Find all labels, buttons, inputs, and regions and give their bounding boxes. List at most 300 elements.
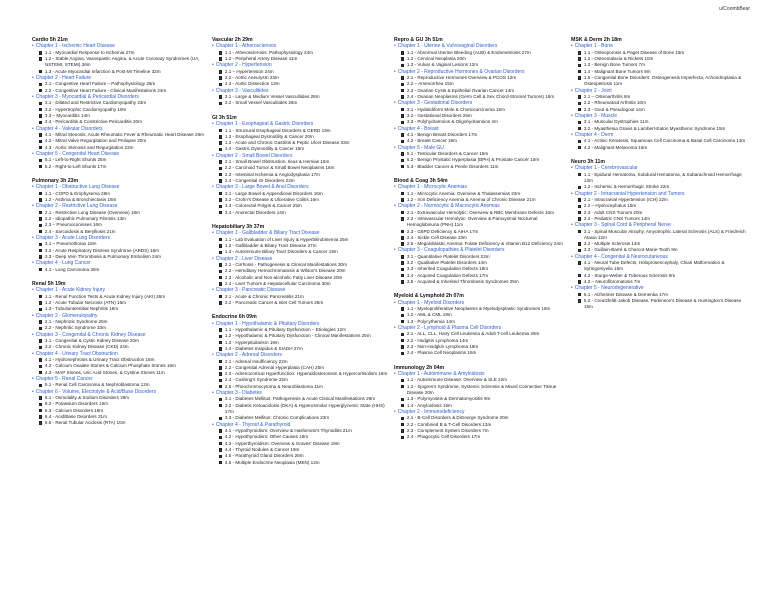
- chapter-link[interactable]: • Chapter 5 - Neurodegenerative: [571, 285, 746, 291]
- lesson-label: 1.1 - Osteoporosis & Paget Disease of Bone 15m: [583, 49, 685, 55]
- lesson-label: 2.3 - Ovarian Cysts & Epithelial Ovarian Cancer 14m: [406, 87, 515, 93]
- lesson-item: [578, 229, 746, 242]
- checkbox-icon[interactable]: [219, 448, 222, 451]
- chapter-link[interactable]: • Chapter 2 - Heart Failure: [32, 75, 206, 81]
- lesson-item: [219, 460, 388, 466]
- checkbox-icon[interactable]: [401, 417, 404, 420]
- checkbox-icon[interactable]: [401, 165, 404, 168]
- checkbox-icon[interactable]: [219, 76, 222, 79]
- chapter-link[interactable]: • Chapter 1 - Myeloid Disorders: [394, 300, 565, 306]
- checkbox-icon[interactable]: [39, 255, 42, 258]
- lesson-item: [401, 119, 565, 125]
- lesson-label: 2.4 - Pediatric CNS Tumors 14m: [583, 215, 651, 221]
- checkbox-icon[interactable]: [39, 146, 42, 149]
- checkbox-icon[interactable]: [219, 442, 222, 445]
- checkbox-icon[interactable]: [401, 398, 404, 401]
- checkbox-icon[interactable]: [39, 51, 42, 54]
- checkbox-icon[interactable]: [401, 108, 404, 111]
- checkbox-icon[interactable]: [219, 148, 222, 151]
- lesson-label: 4.2 - Malignant Melanoma 15m: [583, 144, 648, 150]
- checkbox-icon[interactable]: [39, 403, 42, 406]
- chapter-link[interactable]: • Chapter 4 - Derm: [571, 132, 746, 138]
- checkbox-icon[interactable]: [401, 333, 404, 336]
- checkbox-icon[interactable]: [401, 230, 404, 233]
- checkbox-icon[interactable]: [578, 76, 581, 79]
- checkbox-icon[interactable]: [578, 211, 581, 214]
- system-section: [212, 314, 388, 466]
- checkbox-icon[interactable]: [39, 102, 42, 105]
- chapter-link[interactable]: • Chapter 1 - Uterine & Vulvovaginal Disorders: [394, 43, 565, 49]
- checkbox-icon[interactable]: [219, 167, 222, 170]
- system-title: MSK & Derm 2h 18m: [571, 37, 622, 43]
- chapter-link[interactable]: • Chapter 2 - Glomerulopathy: [32, 313, 206, 319]
- lesson-label: 1.3 - Autoimmune Biliary Tract Disorders & Cancer 19m: [224, 249, 338, 255]
- checkbox-icon[interactable]: [578, 230, 581, 233]
- lesson-label: 1.1 - Myocardial Response to Ischemia 27m: [44, 49, 135, 55]
- checkbox-icon[interactable]: [578, 108, 581, 111]
- lesson-label: 3.1 – Pneumothorax 18m: [44, 241, 97, 247]
- chapter-link[interactable]: • Chapter 3 - Muscle: [571, 113, 746, 119]
- system-section: [394, 37, 565, 170]
- system-title: Immunology 2h 04m: [394, 364, 445, 371]
- checkbox-icon[interactable]: [39, 301, 42, 304]
- checkbox-icon[interactable]: [401, 121, 404, 124]
- lesson-label: 3.4 - Pericarditis & Constrictive Pericarditis 20m: [44, 119, 142, 125]
- checkbox-icon[interactable]: [219, 251, 222, 254]
- system-title: Pulmonary 3h 23m: [32, 177, 79, 184]
- lesson-label: 4.1 - Benign Breast Disorders 17m: [406, 132, 478, 137]
- checkbox-icon[interactable]: [219, 335, 222, 338]
- checkbox-icon[interactable]: [219, 436, 222, 439]
- chapter-link[interactable]: • Chapter 3 - Acute Lung Disorders: [32, 235, 206, 241]
- checkbox-icon[interactable]: [39, 224, 42, 227]
- lesson-item: [39, 306, 206, 312]
- chapter-link[interactable]: • Chapter 3 - Congenital & Chronic Kidney Disease: [32, 332, 206, 338]
- checkbox-icon[interactable]: [39, 89, 42, 92]
- lesson-label: 6.5 - Renal Tubular Acidosis (RTA) 10m: [44, 420, 126, 426]
- lesson-label: 2.2 - Congestive Heart Failure - Clinical Manifestations 24m: [44, 87, 167, 93]
- checkbox-icon[interactable]: [578, 249, 581, 252]
- lesson-label: 2.3 - G6PD Deficiency & AIHA 17m: [406, 228, 479, 234]
- checkbox-icon[interactable]: [578, 217, 581, 220]
- checkbox-icon[interactable]: [219, 385, 222, 388]
- checkbox-icon[interactable]: [401, 423, 404, 426]
- checkbox-icon[interactable]: [401, 261, 404, 264]
- chapter-link[interactable]: • Chapter 1 - Hypothalamic & Pituitary Disorders: [212, 321, 388, 327]
- checkbox-icon[interactable]: [401, 114, 404, 117]
- lesson-label: 3.3 – Myocarditis 14m: [44, 113, 90, 118]
- column-1: [32, 37, 212, 474]
- lesson-item: [219, 415, 388, 421]
- lesson-label: 2.1 - ALL, CLL, Hairy Cell Leukemia & Adult T-cell Leukemia 28m: [406, 331, 540, 337]
- lesson-label: 4.2 - Hypothyroidism: Other Causes 18m: [224, 434, 309, 440]
- lesson-item: [39, 229, 206, 235]
- lesson-label: 4.2 - Mitral Valve Regurgitation and Prolapse 20m: [44, 138, 147, 144]
- chapter-link[interactable]: • Chapter 3 - Large Bowel & Anal Disorders: [212, 184, 388, 190]
- checkbox-icon[interactable]: [219, 95, 222, 98]
- lesson-label: 3.1 - Congenital & Cystic Kidney Disease 20m: [44, 338, 139, 343]
- lesson-label: 5.2 - Creutzfeldt-Jakob Disease, Parkinson's Disease & Huntington's Disease 15m: [583, 298, 742, 310]
- checkbox-icon[interactable]: [401, 320, 404, 323]
- chapter-link[interactable]: • Chapter 2 - Liver Disease: [212, 256, 388, 262]
- checkbox-icon[interactable]: [401, 51, 404, 54]
- checkbox-icon[interactable]: [401, 95, 404, 98]
- lesson-item: [219, 146, 388, 152]
- checkbox-icon[interactable]: [219, 404, 222, 407]
- checkbox-icon[interactable]: [39, 339, 42, 342]
- chapter-link[interactable]: • Chapter 2 - Hypertension: [212, 62, 388, 68]
- checkbox-icon[interactable]: [401, 242, 404, 245]
- checkbox-icon[interactable]: [401, 280, 404, 283]
- checkbox-icon[interactable]: [219, 57, 222, 60]
- checkbox-icon[interactable]: [401, 83, 404, 86]
- lesson-label: 3.5 - Acquired & Inherited Thrombosis Syndromes 25m: [406, 279, 519, 285]
- chapter-link[interactable]: • Chapter 4 - Breast: [394, 126, 565, 132]
- lesson-label: 1.2 - Stable Angina, Vasospastic Angina, & Acute Coronary Syndromes (UA, NSTEMI, STEMI) 36m: [44, 56, 200, 68]
- checkbox-icon[interactable]: [401, 352, 404, 355]
- chapter-link[interactable]: • Chapter 2 - Restrictive Lung Disease: [32, 203, 206, 209]
- checkbox-icon[interactable]: [578, 102, 581, 105]
- checkbox-icon[interactable]: [578, 274, 581, 277]
- checkbox-icon[interactable]: [219, 263, 222, 266]
- checkbox-icon[interactable]: [578, 293, 581, 296]
- checkbox-icon[interactable]: [39, 217, 42, 220]
- lesson-label: 1.2 - Hypothalamic & Pituitary Dysfunction - Clinical Manifestations 25m: [224, 333, 371, 339]
- checkbox-icon[interactable]: [219, 160, 222, 163]
- checkbox-icon[interactable]: [219, 238, 222, 241]
- lesson-label: 2.5 - Megaloblastic Anemia: Folate Deficiency & Vitamin B12 Deficiency 24m: [406, 241, 563, 247]
- checkbox-icon[interactable]: [39, 409, 42, 412]
- lesson-item: [39, 267, 206, 273]
- lesson-label: 3.2 - Crohn's Disease & Ulcerative Colitis 16m: [224, 197, 319, 202]
- chapter-link[interactable]: • Chapter 3 - Spinal Cord & Peripheral Nerve: [571, 222, 746, 228]
- checkbox-icon[interactable]: [219, 372, 222, 375]
- chapter-link[interactable]: • Chapter 5 - Congenital Heart Disease: [32, 151, 206, 157]
- lesson-item: [578, 260, 746, 273]
- checkbox-icon[interactable]: [578, 140, 581, 143]
- checkbox-icon[interactable]: [401, 211, 404, 214]
- lesson-label: 2.2 – Hydrocephalus 15m: [583, 203, 637, 209]
- checkbox-icon[interactable]: [219, 366, 222, 369]
- checkbox-icon[interactable]: [401, 429, 404, 432]
- checkbox-icon[interactable]: [401, 140, 404, 143]
- chapter-link[interactable]: • Chapter 1 - Bone: [571, 43, 746, 49]
- chapter-link[interactable]: • Chapter 4 - Urinary Tract Obstruction: [32, 351, 206, 357]
- checkbox-icon[interactable]: [219, 295, 222, 298]
- lesson-label: 2.1 - Congestive Heart Failure – Pathophysiology 26m: [44, 81, 156, 87]
- lesson-label: 1.1 - Abnormal Uterine Bleeding (AUB) & Endometriosis 27m: [406, 49, 531, 55]
- lesson-item: [401, 279, 565, 285]
- lesson-label: 4.1 - Hypothyroidism: Overview & Hashimoto's Thyroiditis 21m: [224, 428, 352, 434]
- lesson-label: 1.1 - Microcytic Anemia: Overview & Thalassemias 23m: [406, 190, 521, 196]
- checkbox-icon[interactable]: [39, 421, 42, 424]
- lesson-label: 1.1 - Structural Esophageal Disorders & GERD 19m: [224, 127, 331, 133]
- lesson-label: 3.2 - Small Vessel Vasculitides 26m: [224, 100, 298, 106]
- checkbox-icon[interactable]: [401, 436, 404, 439]
- checkbox-icon[interactable]: [39, 83, 42, 86]
- lesson-item: [401, 350, 565, 356]
- checkbox-icon[interactable]: [219, 141, 222, 144]
- chapter-link[interactable]: • Chapter 1 - Cerebrovascular: [571, 165, 746, 171]
- chapter-link[interactable]: • Chapter 4 - Congenital & Neurocutaneous: [571, 254, 746, 260]
- checkbox-icon[interactable]: [39, 249, 42, 252]
- checkbox-icon[interactable]: [39, 121, 42, 124]
- chapter-link[interactable]: • Chapter 1 - Obstructive Lung Disease: [32, 184, 206, 190]
- checkbox-icon[interactable]: [401, 255, 404, 258]
- checkbox-icon[interactable]: [578, 70, 581, 73]
- checkbox-icon[interactable]: [219, 129, 222, 132]
- lesson-label: 1.1 - Atherosclerosis: Pathophysiology 24m: [224, 49, 313, 55]
- lesson-item: [401, 216, 565, 229]
- lesson-label: 2.2 - Carcinoid Tumor & Small Bowel Neoplasms 16m: [224, 165, 335, 171]
- lesson-label: 2.3 - Intestinal Ischemia & Angiodysplasia 17m: [224, 171, 320, 177]
- checkbox-icon[interactable]: [401, 345, 404, 348]
- checkbox-icon[interactable]: [578, 198, 581, 201]
- lesson-item: [219, 100, 388, 106]
- lesson-label: 2.4 - Plasma Cell Neoplasms 16m: [406, 350, 477, 356]
- lesson-label: 4.2 - Calcium Oxalate Stones & Calcium Phosphate Stones 16m: [44, 363, 176, 369]
- chapter-link[interactable]: • Chapter 2 - Intracranial Hypertension and Tumors: [571, 191, 746, 197]
- chapter-link[interactable]: • Chapter 3 - Myocardial & Pericardial Disorders: [32, 94, 206, 100]
- checkbox-icon[interactable]: [219, 341, 222, 344]
- checkbox-icon[interactable]: [219, 205, 222, 208]
- checkbox-icon[interactable]: [219, 70, 222, 73]
- chapter-link[interactable]: • Chapter 4 - Valvular Disorders: [32, 126, 206, 132]
- chapter-link[interactable]: • Chapter 4 - Lung Cancer: [32, 260, 206, 266]
- chapter-link[interactable]: • Chapter 1 - Atherosclerosis: [212, 43, 388, 49]
- lesson-item: [219, 81, 388, 87]
- system-section: [571, 159, 746, 311]
- lesson-item: [219, 210, 388, 216]
- lesson-label: 4.2 - Sturge-Weber & Tuberous Sclerosis 9m: [583, 272, 676, 278]
- checkbox-icon[interactable]: [219, 328, 222, 331]
- lesson-item: [39, 119, 206, 125]
- checkbox-icon[interactable]: [219, 270, 222, 273]
- lesson-label: 2.2 - Hodgkin Lymphoma 14m: [406, 337, 469, 343]
- checkbox-icon[interactable]: [578, 186, 581, 189]
- lesson-label: 1.1 - Myeloproliferative Neoplasms & Myelodysplastic Syndromes 18m: [406, 306, 551, 312]
- lesson-label: 2.1 - Extravascular Hemolytic: Overview & RBC Membrane Defects 16m: [406, 209, 554, 215]
- checkbox-icon[interactable]: [578, 299, 581, 302]
- checkbox-icon[interactable]: [39, 308, 42, 311]
- checkbox-icon[interactable]: [401, 314, 404, 317]
- checkbox-icon[interactable]: [578, 57, 581, 60]
- checkbox-icon[interactable]: [39, 365, 42, 368]
- checkbox-icon[interactable]: [219, 360, 222, 363]
- checkbox-icon[interactable]: [401, 236, 404, 239]
- checkbox-icon[interactable]: [39, 396, 42, 399]
- checkbox-icon[interactable]: [39, 295, 42, 298]
- system-section: [394, 365, 565, 441]
- chapter-link[interactable]: • Chapter 3 - Diabetes: [212, 390, 388, 396]
- chapter-link[interactable]: • Chapter 3 - Vasculitides: [212, 88, 388, 94]
- lesson-item: [401, 434, 565, 440]
- checkbox-icon[interactable]: [219, 301, 222, 304]
- checkbox-icon[interactable]: [401, 268, 404, 271]
- checkbox-icon[interactable]: [219, 211, 222, 214]
- checkbox-icon[interactable]: [219, 51, 222, 54]
- checkbox-icon[interactable]: [39, 230, 42, 233]
- checkbox-icon[interactable]: [578, 280, 581, 283]
- checkbox-icon[interactable]: [39, 70, 42, 73]
- checkbox-icon[interactable]: [578, 51, 581, 54]
- checkbox-icon[interactable]: [401, 64, 404, 67]
- lesson-label: 2.1 - Adrenal Insufficiency 22m: [224, 358, 288, 364]
- lesson-label: 1.3 - Tubulointerstitial Nephritis 16m: [44, 306, 119, 312]
- lesson-label: 1.2 - Asthma & Bronchiectasis 18m: [44, 197, 117, 202]
- lesson-label: 1.3 - Polymyositis & Dermatomyositis 9m: [406, 396, 491, 402]
- checkbox-icon[interactable]: [39, 192, 42, 195]
- chapter-link[interactable]: • Chapter 2 - Lymphoid & Plasma Cell Disorders: [394, 325, 565, 331]
- checkbox-icon[interactable]: [39, 211, 42, 214]
- lesson-label: 2.2 - Hereditary Hemochromatosis & Wilson's Disease 20m: [224, 268, 346, 274]
- checkbox-icon[interactable]: [401, 274, 404, 277]
- checkbox-icon[interactable]: [39, 133, 42, 136]
- checkbox-icon[interactable]: [39, 57, 42, 60]
- lesson-label: 2.1 - B-Cell Disorders & DiGeorge Syndrome 20m: [406, 415, 509, 421]
- lesson-label: 2.1 - Restrictive Lung Disease (Overview) 18m: [44, 209, 140, 215]
- username-label: u/CoombBear: [719, 6, 750, 12]
- lesson-label: 3.3 - Diabetes Mellitus: Chronic Complications 23m: [224, 415, 330, 421]
- checkbox-icon[interactable]: [401, 385, 404, 388]
- checkbox-icon[interactable]: [219, 429, 222, 432]
- checkbox-icon[interactable]: [578, 173, 581, 176]
- lesson-label: 1.4 - Gastric Dysmotility & Cancer 16m: [224, 146, 305, 152]
- lesson-label: 3.1 - Diabetes Mellitus: Pathogenesis & Acute Clinical Manifestations 29m: [224, 396, 376, 402]
- checkbox-icon[interactable]: [401, 198, 404, 201]
- checkbox-icon[interactable]: [219, 173, 222, 176]
- checkbox-icon[interactable]: [39, 320, 42, 323]
- checkbox-icon[interactable]: [578, 121, 581, 124]
- chapter-link[interactable]: • Chapter 1 - Esophageal & Gastric Disorders: [212, 121, 388, 127]
- checkbox-icon[interactable]: [401, 159, 404, 162]
- checkbox-icon[interactable]: [219, 83, 222, 86]
- checkbox-icon[interactable]: [219, 102, 222, 105]
- lesson-label: 2.1 - Reproductive Hormones Overview & PCOS 12m: [406, 75, 517, 81]
- checkbox-icon[interactable]: [39, 358, 42, 361]
- checkbox-icon[interactable]: [401, 307, 404, 310]
- checkbox-icon[interactable]: [219, 347, 222, 350]
- checkbox-icon[interactable]: [39, 114, 42, 117]
- checkbox-icon[interactable]: [219, 244, 222, 247]
- checkbox-icon[interactable]: [578, 205, 581, 208]
- checkbox-icon[interactable]: [39, 108, 42, 111]
- checkbox-icon[interactable]: [219, 198, 222, 201]
- lesson-label: 2.4 - Cushing's Syndrome 22m: [224, 377, 288, 383]
- chapter-link[interactable]: • Chapter 2 - Adrenal Disorders: [212, 352, 388, 358]
- lesson-label: 3.2 - Chronic Kidney Disease (CKD) 24m: [44, 344, 129, 350]
- checkbox-icon[interactable]: [39, 415, 42, 418]
- lesson-label: 2.3 - Complement System Disorders 7m: [406, 427, 489, 433]
- lesson-label: 3.1 - Acute & Chronic Pancreatitis 21m: [224, 293, 304, 299]
- lesson-label: 2.1 - Intracranial Hypertension (ICH) 22m: [583, 197, 668, 202]
- checkbox-icon[interactable]: [219, 282, 222, 285]
- checkbox-icon[interactable]: [39, 346, 42, 349]
- lesson-label: 3.1 - Large & Medium Vessel Vasculitides 28m: [224, 94, 320, 100]
- system-title: GI 3h 51m: [212, 114, 237, 121]
- lesson-item: [578, 298, 746, 311]
- checkbox-icon[interactable]: [219, 135, 222, 138]
- lesson-label: 1.4 - Malignant Bone Tumors 9m: [583, 68, 651, 74]
- checkbox-icon[interactable]: [401, 89, 404, 92]
- checkbox-icon[interactable]: [219, 192, 222, 195]
- checkbox-icon[interactable]: [578, 261, 581, 264]
- checkbox-icon[interactable]: [401, 133, 404, 136]
- checkbox-icon[interactable]: [39, 384, 42, 387]
- checkbox-icon[interactable]: [219, 276, 222, 279]
- lesson-item: [219, 403, 388, 416]
- chapter-link[interactable]: • Chapter 2 - Immunodeficiency: [394, 409, 565, 415]
- checkbox-icon[interactable]: [39, 165, 42, 168]
- lesson-label: 2.3 - Adult CNS Tumors 20m: [583, 209, 643, 215]
- system-title: Renal 5h 19m: [32, 280, 66, 287]
- lesson-label: 1.1 - Renal Function Tests & Acute Kidney Injury (AKI) 26m: [44, 293, 166, 299]
- chapter-link[interactable]: • Chapter 3 - Pancreatic Disease: [212, 287, 388, 293]
- chapter-link[interactable]: • Chapter 3 - Coagulopathies & Platelet Disorders: [394, 247, 565, 253]
- checkbox-icon[interactable]: [219, 379, 222, 382]
- checkbox-icon[interactable]: [401, 217, 404, 220]
- checkbox-icon[interactable]: [401, 57, 404, 60]
- chapter-link[interactable]: • Chapter 1 - Microcytic Anemias: [394, 184, 565, 190]
- lesson-label: 4.6 - Multiple Endocrine Neoplasia (MEN) 12m: [224, 459, 320, 465]
- lesson-label: 4.1 - Neural Tube Defects, Holoprosencephaly, Chiari Malformation & Syringomyelia 15m: [583, 260, 725, 272]
- chapter-link[interactable]: • Chapter 5 - Male GU: [394, 145, 565, 151]
- chapter-link[interactable]: • Chapter 5 - Renal Cancer: [32, 376, 206, 382]
- lesson-label: 2.1 – Osteoarthritis 8m: [583, 94, 631, 99]
- checkbox-icon[interactable]: [578, 127, 581, 130]
- checkbox-icon[interactable]: [578, 242, 581, 245]
- checkbox-icon[interactable]: [401, 404, 404, 407]
- chapter-link[interactable]: • Chapter 2 - Joint: [571, 88, 746, 94]
- checkbox-icon[interactable]: [219, 461, 222, 464]
- checkbox-icon[interactable]: [401, 379, 404, 382]
- checkbox-icon[interactable]: [219, 417, 222, 420]
- checkbox-icon[interactable]: [39, 327, 42, 330]
- chapter-link[interactable]: • Chapter 1 - Ischemic Heart Disease: [32, 43, 206, 49]
- checkbox-icon[interactable]: [39, 371, 42, 374]
- checkbox-icon[interactable]: [39, 159, 42, 162]
- checkbox-icon[interactable]: [39, 198, 42, 201]
- system-section: [394, 178, 565, 285]
- chapter-link[interactable]: • Chapter 4 - Thyroid & Parathyroid: [212, 422, 388, 428]
- checkbox-icon[interactable]: [401, 152, 404, 155]
- lesson-item: [578, 126, 746, 132]
- checkbox-icon[interactable]: [39, 243, 42, 246]
- checkbox-icon[interactable]: [578, 95, 581, 98]
- lesson-label: 2.3 - Alcoholic and Non-alcoholic Fatty Liver Disease 20m: [224, 274, 343, 280]
- chapter-link[interactable]: • Chapter 1 - Autoimmune & Amyloidosis: [394, 371, 565, 377]
- chapter-link[interactable]: • Chapter 6 - Volume, Electrolyte & Acid/Base Disorders: [32, 389, 206, 395]
- checkbox-icon[interactable]: [39, 140, 42, 143]
- chapter-link[interactable]: • Chapter 3 - Gestational Disorders: [394, 100, 565, 106]
- checkbox-icon[interactable]: [39, 268, 42, 271]
- chapter-link[interactable]: • Chapter 2 - Reproductive Hormones & Ovarian Disorders: [394, 69, 565, 75]
- chapter-link[interactable]: • Chapter 2 - Normocytic & Macrocytic Anemias: [394, 203, 565, 209]
- chapter-link[interactable]: • Chapter 2 - Small Bowel Disorders: [212, 153, 388, 159]
- checkbox-icon[interactable]: [219, 455, 222, 458]
- checkbox-icon[interactable]: [578, 64, 581, 67]
- checkbox-icon[interactable]: [219, 398, 222, 401]
- checkbox-icon[interactable]: [578, 146, 581, 149]
- lesson-label: 4.4 - Thyroid Nodules & Cancer 19m: [224, 446, 300, 452]
- lesson-item: [39, 325, 206, 331]
- checkbox-icon[interactable]: [401, 192, 404, 195]
- checkbox-icon[interactable]: [401, 339, 404, 342]
- chapter-link[interactable]: • Chapter 1 - Acute Kidney Injury: [32, 287, 206, 293]
- checkbox-icon[interactable]: [401, 76, 404, 79]
- checkbox-icon[interactable]: [219, 179, 222, 182]
- chapter-link[interactable]: • Chapter 1 - Gallbladder & Biliary Tract Disease: [212, 230, 388, 236]
